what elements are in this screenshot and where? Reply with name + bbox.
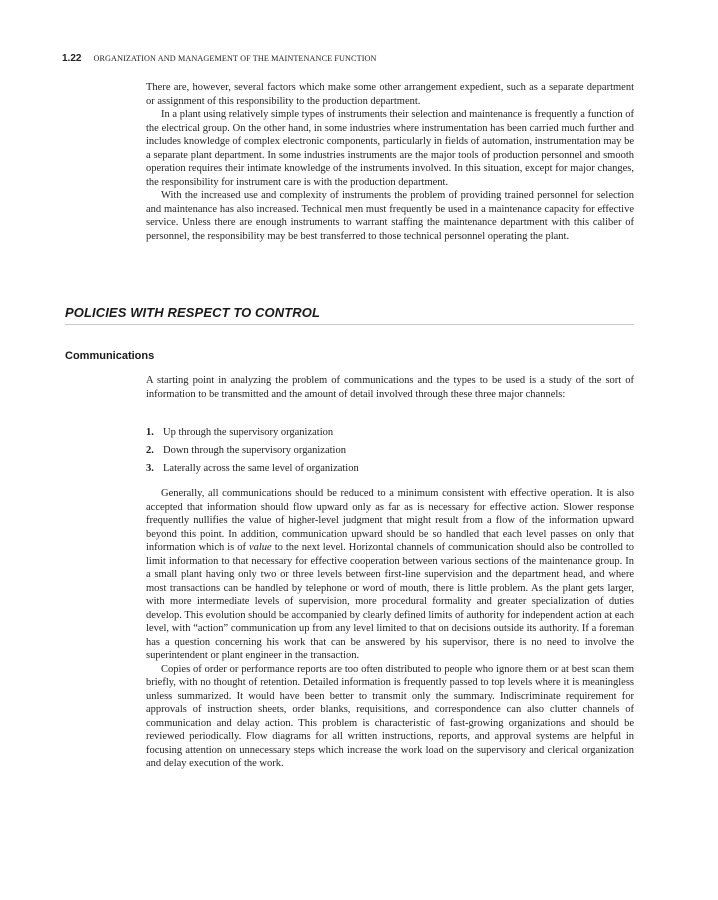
intro-paragraph-1: There are, however, several factors which make some other arrangement expedient, such as a separate department or assignment of this responsibility to the production department. [146, 82, 634, 107]
running-head [62, 52, 662, 66]
list-item-text: Laterally across the same level of organization [163, 463, 359, 474]
list-item-number: 3. [146, 463, 154, 474]
paragraph-text: Generally, all communications should be reduced to a minimum consistent with effective operation. It is also accepted that information should flow upward only as far as is necessary for effective action. Slower response frequently nullifies the value of higher-level judgment that might result from a flow of the information upward beyond this point. In addition, communication upward should be so handled that each level passes on only that information which is of [146, 488, 634, 553]
list-item [146, 426, 634, 440]
subsection-heading-communications: Communications [65, 350, 155, 362]
communications-paragraph-2: Copies of order or performance reports are too often distributed to people who ignore them or at best scan them briefly, with no thought of retention. Detailed information is frequently passed to top levels where it is meaningless unless summarized. It would have been better to transmit only the summary. Indiscriminate requirement for approvals of instruction sheets, order blanks, requisitions, and correspondence can also clutter channels of communication and delay action. This problem is characteristic of fast-growing organizations and should be reviewed periodically. Flow diagrams for all written instructions, reports, and approval systems are helpful in focusing attention on unnecessary steps which increase the work load on the supervisory and clerical organization and delay execution of the work. [146, 663, 634, 769]
list-item-number: 1. [146, 427, 154, 438]
intro-paragraph-2: In a plant using relatively simple types of instruments their selection and maintenance is frequently a function of the electrical group. On the other hand, in some industries where instrumentation has been carried much further and includes knowledge of complex electronic components, particularly in fields of automation, instrumentation may be a separate plant department. In some industries instruments are the major tools of production personnel and smooth operation requires their intimate knowledge of the instruments involved. In this situation, except for major changes, the responsibility for instrument care is with the production department. [146, 109, 634, 188]
intro-text-block [146, 81, 634, 243]
running-title: ORGANIZATION AND MANAGEMENT OF THE MAINTENANCE FUNCTION [93, 54, 377, 63]
communications-intro-block [146, 374, 634, 401]
communications-paragraph-1 [146, 487, 634, 663]
communications-body-block [146, 487, 634, 771]
list-item-number: 2. [146, 445, 154, 456]
list-item [146, 444, 634, 458]
communications-intro-paragraph: A starting point in analyzing the problem of communications and the types to be used is a study of the sort of information to be transmitted and the amount of detail involved through these three major channels: [146, 375, 634, 400]
channels-list [146, 426, 634, 480]
paragraph-text: to the next level. Horizontal channels of communication should also be controlled to limit information to that necessary for effective cooperation between various sections of the maintenance group. In a small plant having only two or three levels between first-line supervision and the department head, and where most transactions can be handled by telephone or word of mouth, there is little problem. As the plant gets larger, with more intermediate levels of supervision, more procedural formality and greater specialization of duties develop. This evolution should be accompanied by clearly defined limits of authority for independent action at each level, with “action” communication up from any level limited to that on decisions outside its authority. If a foreman has a question concerning his work that can be answered by his supervisor, there is no need to involve the superintendent or plant engineer in the transaction. [146, 542, 635, 661]
page-number: 1.22 [62, 53, 82, 64]
intro-paragraph-3: With the increased use and complexity of instruments the problem of providing trained personnel for selection and maintenance has also increased. Technical men must frequently be used in a maintenance capacity for effective service. Unless there are enough instruments to warrant staffing the maintenance department with this caliber of personnel, the responsibility may be best transferred to those technical personnel operating the plant. [146, 190, 634, 242]
list-item-text: Up through the supervisory organization [163, 427, 334, 438]
list-item-text: Down through the supervisory organization [163, 445, 346, 456]
emphasized-word: value [248, 542, 272, 553]
list-item [146, 462, 634, 476]
section-heading: POLICIES WITH RESPECT TO CONTROL [65, 305, 634, 325]
